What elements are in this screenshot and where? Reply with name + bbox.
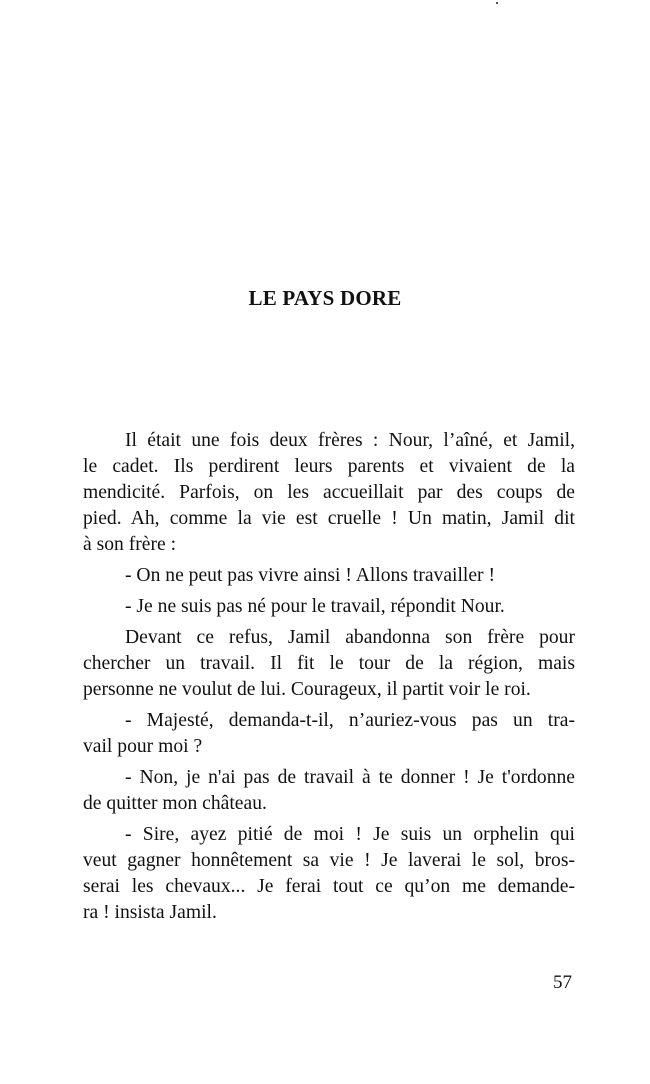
text-line: - Non, je n'ai pas de travail à te donner ! Je t'ordonne (125, 767, 575, 788)
body-text (83, 428, 575, 931)
text-line: veut gagner honnêtement sa vie ! Je laverai le sol, bros- (83, 850, 575, 871)
chapter-title: LE PAYS DORE (248, 286, 402, 310)
paragraph (83, 594, 575, 620)
text-line: Il était une fois deux frères : Nour, l’aîné, et Jamil, (125, 430, 575, 451)
paragraph (83, 708, 575, 760)
text-line: à son frère : (83, 534, 177, 555)
text-line: Devant ce refus, Jamil abandonna son frère pour (125, 627, 575, 648)
text-line: pied. Ah, comme la vie est cruelle ! Un matin, Jamil dit (83, 508, 575, 529)
text-line: mendicité. Parfois, on les accueillait par des coups de (83, 482, 575, 503)
paragraph (83, 765, 575, 817)
page-number: 57 (553, 972, 572, 993)
text-line: vail pour moi ? (83, 736, 203, 757)
text-line: - On ne peut pas vivre ainsi ! Allons travailler ! (125, 565, 496, 586)
paragraph (83, 563, 575, 589)
text-line: - Sire, ayez pitié de moi ! Je suis un orphelin qui (125, 824, 575, 845)
scan-mark (496, 2, 498, 4)
paragraph (83, 625, 575, 703)
text-line: - Majesté, demanda-t-il, n’auriez-vous pas un tra- (125, 710, 575, 731)
text-line: personne ne voulut de lui. Courageux, il partit voir le roi. (83, 679, 531, 700)
paragraph (83, 822, 575, 926)
text-line: serai les chevaux... Je ferai tout ce qu’on me demande- (83, 876, 575, 897)
text-line: le cadet. Ils perdirent leurs parents et vivaient de la (83, 456, 575, 477)
text-line: ra ! insista Jamil. (83, 902, 217, 923)
text-line: de quitter mon château. (83, 793, 267, 814)
text-line: chercher un travail. Il fit le tour de la région, mais (83, 653, 575, 674)
paragraph (83, 428, 575, 558)
text-line: - Je ne suis pas né pour le travail, répondit Nour. (125, 596, 505, 617)
